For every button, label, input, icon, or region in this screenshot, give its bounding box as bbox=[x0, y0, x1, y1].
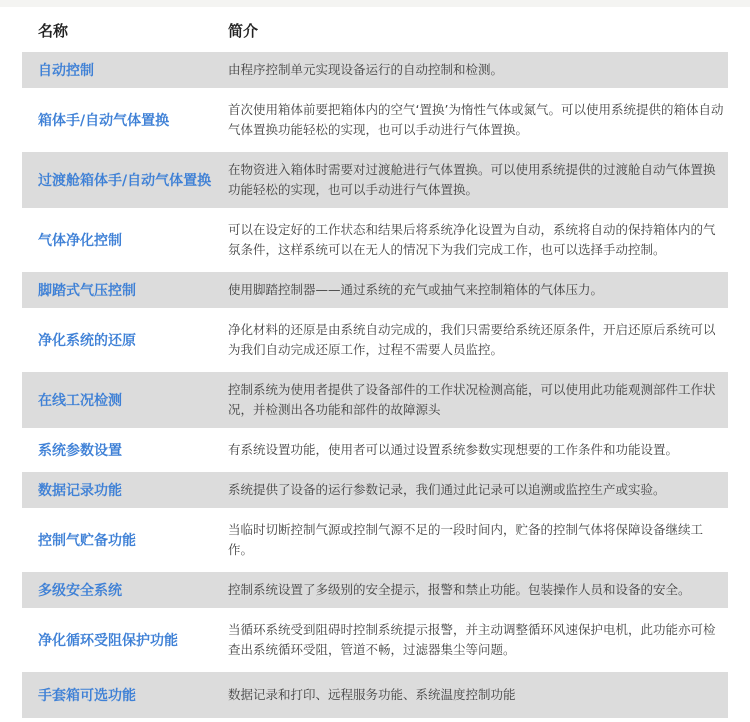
table-row bbox=[22, 612, 728, 668]
feature-name-cell bbox=[22, 572, 228, 608]
table-row bbox=[22, 572, 728, 608]
feature-description: 净化材料的还原是由系统自动完成的，我们只需要给系统还原条件，开启还原后系统可以为我们自动完成还原工作，过程不需要人员监控。 bbox=[228, 322, 716, 357]
feature-description: 控制系统设置了多级别的安全提示，报警和禁止功能。包装操作人员和设备的安全。 bbox=[228, 582, 691, 597]
table-row bbox=[22, 272, 728, 308]
table-row bbox=[22, 152, 728, 208]
feature-name-cell bbox=[22, 432, 228, 468]
feature-description: 首次使用箱体前要把箱体内的空气‘置换’为惰性气体或氮气。可以使用系统提供的箱体自动气体置换功能轻松的实现，也可以手动进行气体置换。 bbox=[228, 102, 724, 137]
feature-link[interactable]: 过渡舱箱体手/自动气体置换 bbox=[38, 173, 212, 189]
table-row bbox=[22, 92, 728, 148]
feature-description: 使用脚踏控制器——通过系统的充气或抽气来控制箱体的气体压力。 bbox=[228, 282, 604, 297]
feature-description: 有系统设置功能，使用者可以通过设置系统参数实现想要的工作条件和功能设置。 bbox=[228, 442, 679, 457]
table-row bbox=[22, 52, 728, 88]
table-row bbox=[22, 472, 728, 508]
feature-name-cell bbox=[22, 102, 228, 138]
feature-name-cell bbox=[22, 472, 228, 508]
column-header-desc: 简介 bbox=[228, 22, 259, 40]
feature-description: 当临时切断控制气源或控制气源不足的一段时间内，贮备的控制气体将保障设备继续工作。 bbox=[228, 522, 704, 557]
feature-name-cell bbox=[22, 162, 228, 198]
feature-name-cell bbox=[22, 272, 228, 308]
feature-name-cell bbox=[22, 622, 228, 658]
table-row bbox=[22, 512, 728, 568]
feature-link[interactable]: 净化循环受阻保护功能 bbox=[38, 633, 178, 649]
table-row bbox=[22, 372, 728, 428]
feature-link[interactable]: 在线工况检测 bbox=[38, 393, 122, 409]
table-body bbox=[22, 52, 728, 718]
feature-description: 系统提供了设备的运行参数记录，我们通过此记录可以追溯或监控生产或实验。 bbox=[228, 482, 666, 497]
feature-description: 当循环系统受到阻碍时控制系统提示报警，并主动调整循环风速保护电机，此功能亦可检查出系统循环受阻，管道不畅，过滤器集尘等问题。 bbox=[228, 622, 716, 657]
feature-description: 在物资进入箱体时需要对过渡舱进行气体置换。可以使用系统提供的过渡舱自动气体置换功能轻松的实现，也可以手动进行气体置换。 bbox=[228, 162, 716, 197]
feature-link[interactable]: 控制气贮备功能 bbox=[38, 533, 136, 549]
feature-description: 由程序控制单元实现设备运行的自动控制和检测。 bbox=[228, 62, 504, 77]
feature-link[interactable]: 系统参数设置 bbox=[38, 443, 122, 459]
feature-link[interactable]: 多级安全系统 bbox=[38, 583, 122, 599]
table-row bbox=[22, 312, 728, 368]
table-row bbox=[22, 212, 728, 268]
feature-description: 可以在设定好的工作状态和结果后将系统净化设置为自动，系统将自动的保持箱体内的气氛条件，这样系统可以在无人的情况下为我们完成工作，也可以选择手动控制。 bbox=[228, 222, 716, 257]
feature-link[interactable]: 数据记录功能 bbox=[38, 483, 122, 499]
feature-link[interactable]: 净化系统的还原 bbox=[38, 333, 136, 349]
feature-link[interactable]: 手套箱可选功能 bbox=[38, 688, 136, 704]
feature-link[interactable]: 脚踏式气压控制 bbox=[38, 283, 136, 299]
feature-name-cell bbox=[22, 672, 228, 718]
table-header bbox=[22, 7, 728, 52]
feature-name-cell bbox=[22, 382, 228, 418]
feature-description: 控制系统为使用者提供了设备部件的工作状况检测高能，可以使用此功能观测部件工作状况，并检测出各功能和部件的故障源头 bbox=[228, 382, 716, 417]
feature-name-cell bbox=[22, 52, 228, 88]
top-strip bbox=[0, 0, 750, 7]
feature-name-cell bbox=[22, 222, 228, 258]
feature-link[interactable]: 箱体手/自动气体置换 bbox=[38, 113, 170, 129]
features-table bbox=[22, 7, 728, 718]
table-row bbox=[22, 672, 728, 718]
feature-name-cell bbox=[22, 322, 228, 358]
feature-description: 数据记录和打印、远程服务功能、系统温度控制功能 bbox=[228, 687, 516, 702]
feature-link[interactable]: 气体净化控制 bbox=[38, 233, 122, 249]
table-row bbox=[22, 432, 728, 468]
feature-name-cell bbox=[22, 522, 228, 558]
feature-link[interactable]: 自动控制 bbox=[38, 63, 94, 79]
column-header-name: 名称 bbox=[38, 22, 69, 40]
